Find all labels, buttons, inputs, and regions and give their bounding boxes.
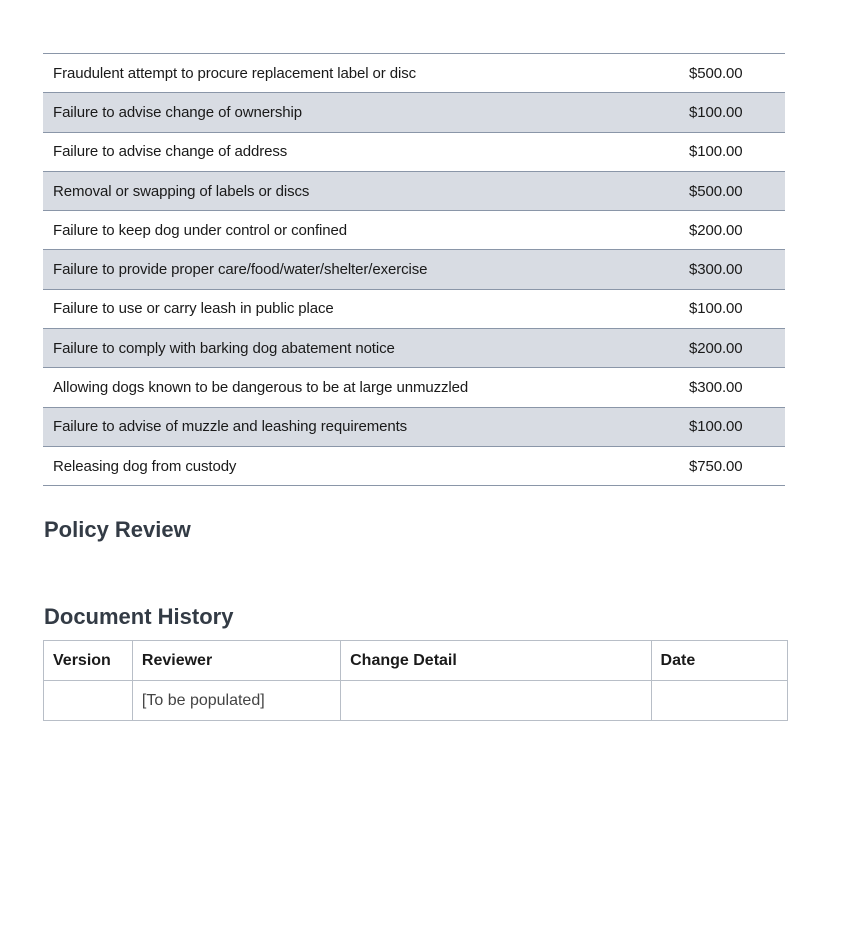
table-row xyxy=(43,446,785,485)
history-reviewer-cell: [To be populated] xyxy=(132,681,340,721)
table-row xyxy=(43,289,785,328)
penalty-amount: $100.00 xyxy=(663,132,785,171)
table-row xyxy=(43,171,785,210)
table-row xyxy=(43,132,785,171)
penalty-amount: $500.00 xyxy=(663,171,785,210)
table-row xyxy=(43,211,785,250)
column-header-reviewer: Reviewer xyxy=(132,641,340,681)
table-header-row xyxy=(44,641,788,681)
penalty-description: Failure to advise change of ownership xyxy=(43,93,663,132)
penalty-amount: $100.00 xyxy=(663,93,785,132)
penalty-amount: $100.00 xyxy=(663,407,785,446)
penalty-amount: $200.00 xyxy=(663,211,785,250)
penalty-amount: $200.00 xyxy=(663,329,785,368)
penalty-description: Failure to keep dog under control or confined xyxy=(43,211,663,250)
history-change-detail-cell xyxy=(341,681,651,721)
penalty-amount: $300.00 xyxy=(663,368,785,407)
column-header-version: Version xyxy=(44,641,133,681)
penalty-description: Releasing dog from custody xyxy=(43,446,663,485)
penalty-amount: $750.00 xyxy=(663,446,785,485)
history-date-cell xyxy=(651,681,787,721)
penalty-description: Removal or swapping of labels or discs xyxy=(43,171,663,210)
table-row xyxy=(43,93,785,132)
penalty-amount: $100.00 xyxy=(663,289,785,328)
table-row xyxy=(43,368,785,407)
table-row xyxy=(43,329,785,368)
penalty-description: Failure to advise change of address xyxy=(43,132,663,171)
column-header-date: Date xyxy=(651,641,787,681)
document-history-heading: Document History xyxy=(44,604,234,629)
penalty-amount: $500.00 xyxy=(663,54,785,93)
penalty-description: Failure to provide proper care/food/water/shelter/exercise xyxy=(43,250,663,289)
penalty-description: Failure to use or carry leash in public place xyxy=(43,289,663,328)
penalties-table xyxy=(43,53,785,486)
table-row xyxy=(44,681,788,721)
table-row xyxy=(43,250,785,289)
column-header-change-detail: Change Detail xyxy=(341,641,651,681)
penalty-description: Allowing dogs known to be dangerous to be at large unmuzzled xyxy=(43,368,663,407)
policy-review-heading: Policy Review xyxy=(44,517,191,542)
history-version-cell xyxy=(44,681,133,721)
table-row xyxy=(43,54,785,93)
penalty-description: Failure to comply with barking dog abatement notice xyxy=(43,329,663,368)
table-row xyxy=(43,407,785,446)
penalty-description: Fraudulent attempt to procure replacement label or disc xyxy=(43,54,663,93)
document-history-table xyxy=(43,640,788,721)
penalty-amount: $300.00 xyxy=(663,250,785,289)
penalty-description: Failure to advise of muzzle and leashing requirements xyxy=(43,407,663,446)
